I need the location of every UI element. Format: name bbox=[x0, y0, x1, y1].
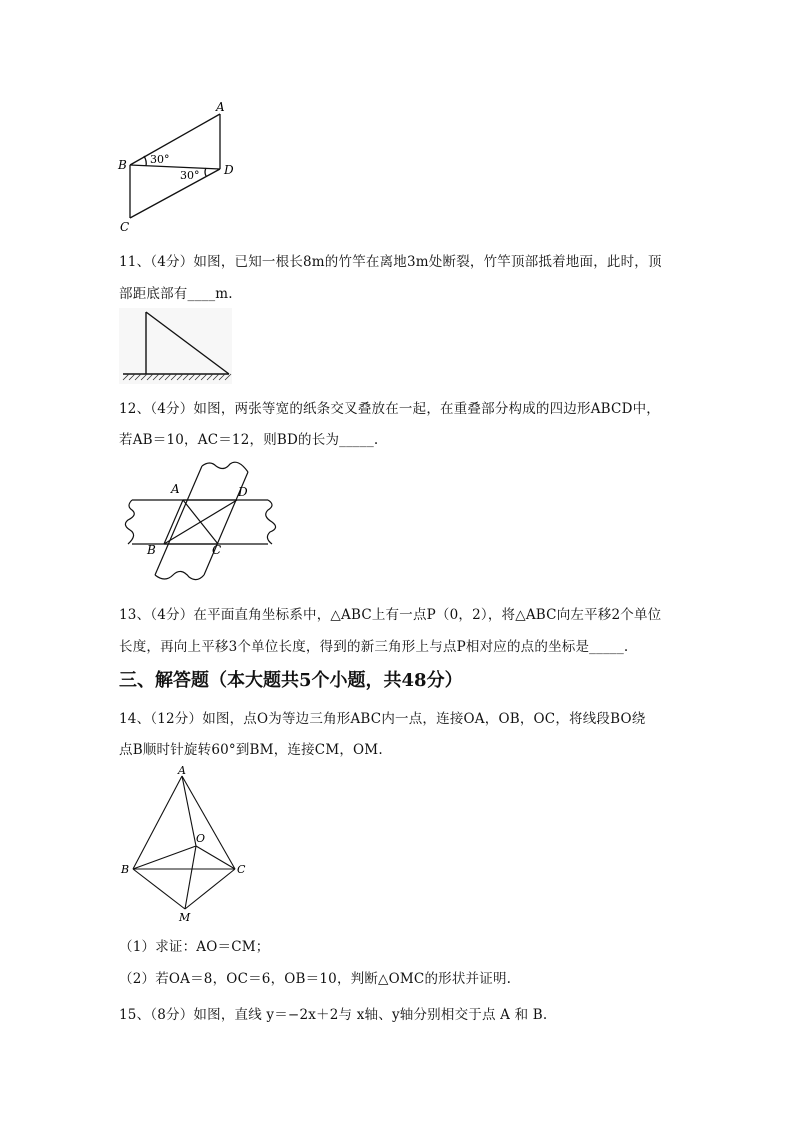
label-c: C bbox=[212, 543, 222, 557]
angle-label-upper: 30° bbox=[150, 153, 170, 166]
figure-background bbox=[119, 308, 232, 384]
segment-ab bbox=[130, 114, 220, 165]
segment-cd bbox=[130, 169, 220, 218]
segment-cm bbox=[185, 869, 235, 909]
label-d: D bbox=[224, 163, 234, 177]
q14-line1: 14、（12分）如图，点O为等边三角形ABC内一点，连接OA，OB，OC，将线段BO绕 bbox=[119, 711, 646, 727]
label-d: D bbox=[238, 485, 248, 499]
side-ac bbox=[182, 776, 235, 869]
figure-q12 bbox=[120, 458, 285, 584]
angle-label-lower: 30° bbox=[180, 169, 200, 182]
label-a: A bbox=[216, 100, 225, 114]
q13-line2: 长度，再向上平移3个单位长度，得到的新三角形上与点P相对应的点的坐标是_____. bbox=[119, 639, 629, 655]
q15-line1: 15、（8分）如图，直线 y＝−2x＋2与 x轴、y轴分别相交于点 A 和 B. bbox=[119, 1007, 548, 1023]
q13-line1: 13、（4分）在平面直角坐标系中，△ABC上有一点P（0，2），将△ABC向左平移2个单位 bbox=[119, 607, 662, 623]
q12-line1: 12、（4分）如图，两张等宽的纸条交叉叠放在一起，在重叠部分构成的四边形ABCD中， bbox=[119, 401, 660, 417]
label-b: B bbox=[147, 543, 156, 557]
segment-bm bbox=[133, 869, 185, 909]
q14-part2: （2）若OA＝8，OC＝6，OB＝10，判断△OMC的形状并证明. bbox=[119, 971, 512, 987]
q14-line2: 点B顺时针旋转60°到BM，连接CM，OM. bbox=[119, 742, 383, 758]
section-3-heading: 三、解答题（本大题共5个小题，共48分） bbox=[119, 670, 463, 691]
segment-oc bbox=[196, 846, 235, 869]
side-ab bbox=[164, 500, 183, 544]
segment-ob bbox=[133, 846, 196, 869]
figure-q14 bbox=[118, 764, 253, 924]
figure-q10 bbox=[112, 98, 252, 238]
side-ab bbox=[133, 776, 182, 869]
bottom-torn-edge bbox=[155, 571, 204, 579]
q11-line2: 部距底部有____m. bbox=[119, 286, 233, 302]
label-c: C bbox=[120, 220, 130, 234]
right-torn-edge bbox=[266, 500, 276, 544]
top-torn-edge bbox=[202, 462, 248, 472]
q11-line1: 11、（4分）如图，已知一根长8m的竹竿在离地3m处断裂，竹竿顶部抵着地面，此时，顶 bbox=[119, 254, 662, 270]
q12-line2: 若AB＝10，AC＝12，则BD的长为_____. bbox=[119, 432, 379, 448]
left-torn-edge bbox=[125, 500, 134, 544]
segment-om bbox=[185, 846, 196, 909]
q14-part1: （1）求证：AO＝CM； bbox=[119, 939, 270, 955]
label-o: O bbox=[196, 832, 206, 845]
label-a: A bbox=[171, 482, 180, 496]
label-a: A bbox=[178, 764, 186, 777]
label-b: B bbox=[121, 863, 130, 876]
segment-oa bbox=[182, 776, 196, 846]
figure-q11 bbox=[119, 308, 232, 384]
label-b: B bbox=[118, 158, 127, 172]
label-m: M bbox=[179, 911, 191, 924]
label-c: C bbox=[237, 863, 246, 876]
